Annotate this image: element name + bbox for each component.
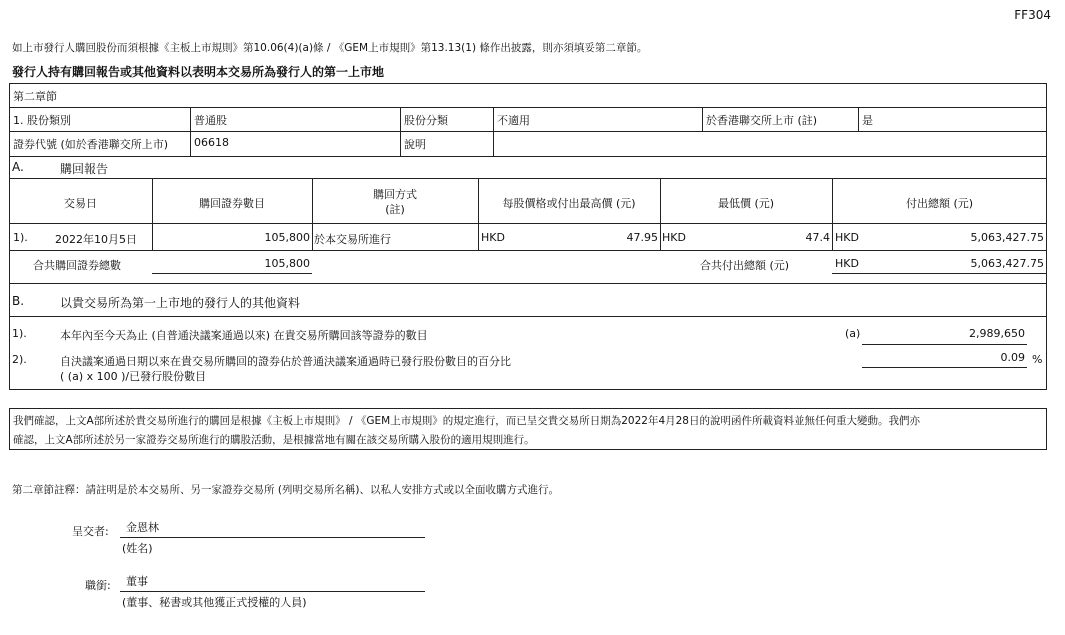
part-b-item1-value: 2,989,650 bbox=[969, 327, 1025, 340]
header-highest-price: 每股價格或付出最高價 (元) bbox=[502, 197, 636, 210]
job-title-value: 董事 bbox=[126, 575, 148, 588]
row-index: 1). bbox=[13, 231, 28, 244]
header-total-paid: 付出總額 (元) bbox=[905, 197, 974, 210]
page-heading: 發行人持有購回報告或其他資料以表明本交易所為發行人的第一上市地 bbox=[12, 65, 385, 79]
stock-code-label: 證券代號 (如於香港聯交所上市) bbox=[13, 138, 169, 151]
job-title-caption: (董事、秘書或其他獲正式授權的人員) bbox=[122, 596, 307, 609]
part-a-title: 購回報告 bbox=[60, 162, 109, 176]
header-shares-repurchased: 購回證券數目 bbox=[199, 197, 265, 210]
row-low-currency: HKD bbox=[662, 231, 686, 244]
part-b-item1-text: 本年內至今天為止 (自普通決議案通過以來) 在貴交易所購回該等證券的數目 bbox=[60, 329, 428, 342]
part-b-item2-index: 2). bbox=[12, 353, 27, 366]
summary-paid-label: 合共付出總額 (元) bbox=[700, 259, 790, 272]
description-label: 說明 bbox=[404, 138, 426, 151]
header-method: 購回方式 bbox=[373, 188, 417, 201]
form-code: FF304 bbox=[1014, 8, 1051, 22]
part-b-item2-formula: ( (a) x 100 )/已發行股份數目 bbox=[60, 370, 207, 383]
share-class-label: 1. 股份類別 bbox=[13, 114, 71, 127]
row-trade-date: 2022年10月5日 bbox=[55, 233, 137, 246]
part-b-letter: B. bbox=[12, 294, 25, 308]
submitted-by-caption: (姓名) bbox=[122, 542, 153, 555]
job-title-label: 職銜: bbox=[85, 579, 111, 592]
submitted-by-label: 呈交者: bbox=[72, 525, 109, 538]
row-high-price: 47.95 bbox=[626, 231, 658, 244]
stock-code-value: 06618 bbox=[194, 136, 229, 149]
part-b-item1-index: 1). bbox=[12, 327, 27, 340]
listed-hk-label: 於香港聯交所上市 (註) bbox=[706, 114, 818, 127]
summary-paid-currency: HKD bbox=[835, 257, 859, 270]
share-class-value: 普通股 bbox=[194, 114, 227, 127]
confirmation-line1: 我們確認，上文A部所述於貴交易所進行的購回是根據《主板上市規則》 / 《GEM上市規則》的規定進行，而已呈交貴交易所日期為2022年4月28日的說明函件所載資料並無任何重大變動。我們亦 bbox=[13, 415, 920, 427]
row-total-currency: HKD bbox=[835, 231, 859, 244]
row-shares-repurchased: 105,800 bbox=[264, 231, 310, 244]
row-total-paid: 5,063,427.75 bbox=[970, 231, 1044, 244]
part-b-item1-tag: (a) bbox=[845, 327, 861, 340]
share-classification-value: 不適用 bbox=[497, 114, 530, 127]
summary-paid-value: 5,063,427.75 bbox=[970, 257, 1044, 270]
row-low-price: 47.4 bbox=[805, 231, 830, 244]
summary-shares-value: 105,800 bbox=[264, 257, 310, 270]
section-footnote: 第二章節註釋：請註明是於本交易所、另一家證券交易所 (列明交易所名稱)、以私人安排方式或以全面收購方式進行。 bbox=[12, 484, 560, 496]
part-b-item2-text: 自決議案通過日期以來在貴交易所購回的證券佔於普通決議案通過時已發行股份數目的百分比 bbox=[60, 355, 511, 368]
header-trade-date: 交易日 bbox=[64, 197, 97, 210]
part-a-letter: A. bbox=[12, 160, 24, 174]
listed-hk-value: 是 bbox=[862, 114, 873, 127]
part-b-item2-value: 0.09 bbox=[1000, 351, 1025, 364]
confirmation-line2: 確認，上文A部所述於另一家證券交易所進行的購股活動，是根據當地有關在該交易所購入股份的適用規則進行。 bbox=[13, 434, 535, 446]
intro-note: 如上市發行人購回股份而須根據《主板上市規則》第10.06(4)(a)條 / 《GEM上市規則》第13.13(1) 條作出披露，則亦須填妥第二章節。 bbox=[12, 42, 648, 54]
section-title: 第二章節 bbox=[13, 90, 57, 103]
row-high-currency: HKD bbox=[481, 231, 505, 244]
part-b-item2-unit: % bbox=[1032, 353, 1043, 366]
header-method-note: (註) bbox=[385, 203, 405, 216]
submitted-by-value: 金恩林 bbox=[126, 521, 159, 534]
share-classification-label: 股份分類 bbox=[404, 114, 448, 127]
row-method: 於本交易所進行 bbox=[314, 233, 391, 246]
part-b-title: 以貴交易所為第一上市地的發行人的其他資料 bbox=[60, 296, 301, 310]
summary-shares-label: 合共購回證券總數 bbox=[33, 259, 121, 272]
header-lowest-price: 最低價 (元) bbox=[717, 197, 775, 210]
